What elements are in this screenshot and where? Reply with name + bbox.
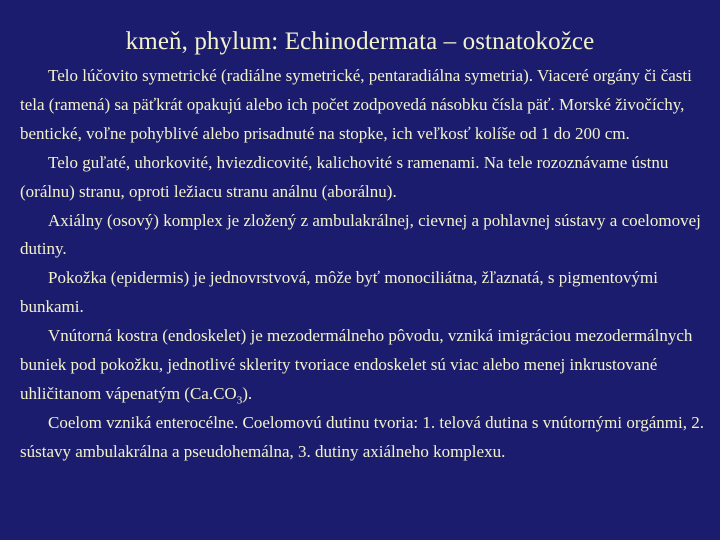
endoskeleton-text: Vnútorná kostra (endoskelet) je mezodermálneho pôvodu, vzniká imigráciou mezodermálnych buniek pod pokožku, jednotlivé sklerity tvoriace endoskelet sú viac alebo menej inkrustované uhličitanom vápenatým (Ca.CO — [20, 326, 693, 403]
endoskeleton-tail: ). — [242, 383, 253, 403]
paragraph-body-shape: Telo guľaté, uhorkovité, hviezdicovité, kalichovité s ramenami. Na tele rozoznávame ústnu (orálnu) stranu, oproti ležiacu stranu análnu (aborálnu). — [20, 152, 669, 201]
paragraph-endoskeleton — [20, 322, 710, 409]
paragraph-symmetry: Telo lúčovito symetrické (radiálne symetrické, pentaradiálna symetria). Viaceré orgány či časti tela (ramená) sa päťkrát opakujú alebo ich počet zodpovedá násobku čísla päť. Morské živočíchy, bentické, voľne pohyblivé alebo prisadnuté na stopke, ich veľkosť kolíše od 1 do 200 cm. — [20, 66, 692, 143]
paragraph-epidermis: Pokožka (epidermis) je jednovrstvová, môže byť monociliátna, žľaznatá, s pigmentovými bunkami. — [20, 268, 658, 317]
formula-subscript: 3 — [236, 394, 243, 407]
paragraph-coelom: Coelom vzniká enterocélne. Coelomovú dutinu tvoria: 1. telová dutina s vnútornými orgánmi, 2. sústavy ambulakrálna a pseudohemálna, 3. dutiny axiálneho komplexu. — [20, 412, 704, 461]
slide-body — [20, 62, 710, 467]
paragraph-axial-complex: Axiálny (osový) komplex je zložený z ambulakrálnej, cievnej a pohlavnej sústavy a coelomovej dutiny. — [20, 210, 701, 259]
slide-title: kmeň, phylum: Echinodermata – ostnatokožce — [125, 28, 595, 55]
